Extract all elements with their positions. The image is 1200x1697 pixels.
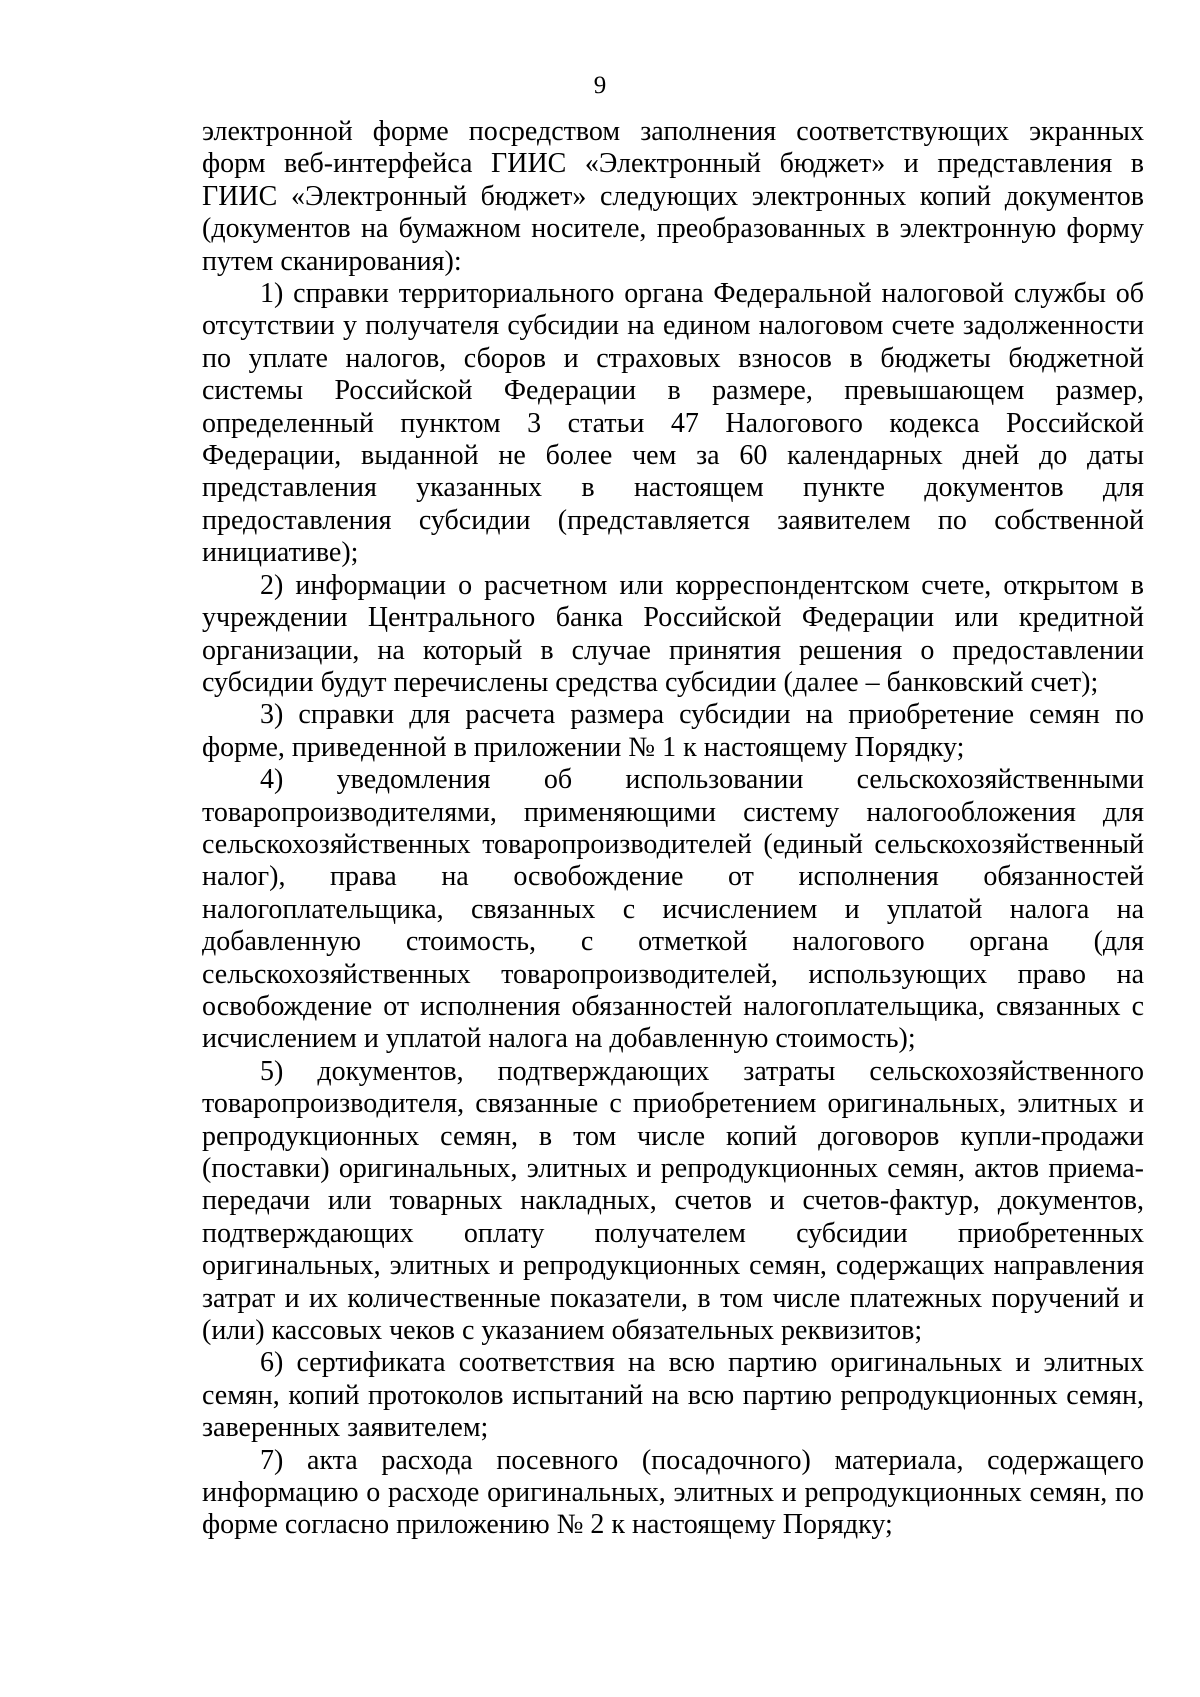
paragraph-item-6: 6) сертификата соответствия на всю партию оригинальных и элитных семян, копий протоколов испытаний на всю партию репродукционных семян, заверенных заявителем; bbox=[202, 1347, 1144, 1444]
paragraph-item-2: 2) информации о расчетном или корреспондентском счете, открытом в учреждении Центрального банка Российской Федерации или кредитной организации, на который в случае принятия решения о предоставлении субсидии будут перечислены средства субсидии (далее – банковский счет); bbox=[202, 569, 1144, 698]
paragraph-item-4: 4) уведомления об использовании сельскохозяйственными товаропроизводителями, применяющими систему налогообложения для сельскохозяйственных товаропроизводителей (единый сельскохозяйственный налог), права на освобождение от исполнения обязанностей налогоплательщика, связанных с исчислением и уплатой налога на добавленную стоимость, с отметкой налогового органа (для сельскохозяйственных товаропроизводителей, использующих право на освобождение от исполнения обязанностей налогоплательщика, связанных с исчислением и уплатой налога на добавленную стоимость); bbox=[202, 764, 1144, 1055]
paragraph-item-3: 3) справки для расчета размера субсидии на приобретение семян по форме, приведенной в приложении № 1 к настоящему Порядку; bbox=[202, 699, 1144, 763]
document-body bbox=[202, 116, 1144, 1542]
page-number: 9 bbox=[593, 72, 607, 99]
paragraph-item-1: 1) справки территориального органа Федеральной налоговой службы об отсутствии у получателя субсидии на едином налоговом счете задолженности по уплате налогов, сборов и страховых взносов в бюджеты бюджетной системы Российской Федерации в размере, превышающем размер, определенный пунктом 3 статьи 47 Налогового кодекса Российской Федерации, выданной не более чем за 60 календарных дней до даты представления указанных в настоящем пункте документов для предоставления субсидии (представляется заявителем по собственной инициативе); bbox=[202, 278, 1144, 569]
paragraph-item-7: 7) акта расхода посевного (посадочного) материала, содержащего информацию о расходе оригинальных, элитных и репродукционных семян, по форме согласно приложению № 2 к настоящему Порядку; bbox=[202, 1444, 1144, 1541]
paragraph-intro: электронной форме посредством заполнения соответствующих экранных форм веб-интерфейса ГИИС «Электронный бюджет» и представления в ГИИС «Электронный бюджет» следующих электронных копий документов (документов на бумажном носителе, преобразованных в электронную форму путем сканирования): bbox=[202, 116, 1144, 277]
paragraph-item-5: 5) документов, подтверждающих затраты сельскохозяйственного товаропроизводителя, связанные с приобретением оригинальных, элитных и репродукционных семян, в том числе копий договоров купли-продажи (поставки) оригинальных, элитных и репродукционных семян, актов приема-передачи или товарных накладных, счетов и счетов-фактур, документов, подтверждающих оплату получателем субсидии приобретенных оригинальных, элитных и репродукционных семян, содержащих направления затрат и их количественные показатели, в том числе платежных поручений и (или) кассовых чеков с указанием обязательных реквизитов; bbox=[202, 1055, 1144, 1347]
